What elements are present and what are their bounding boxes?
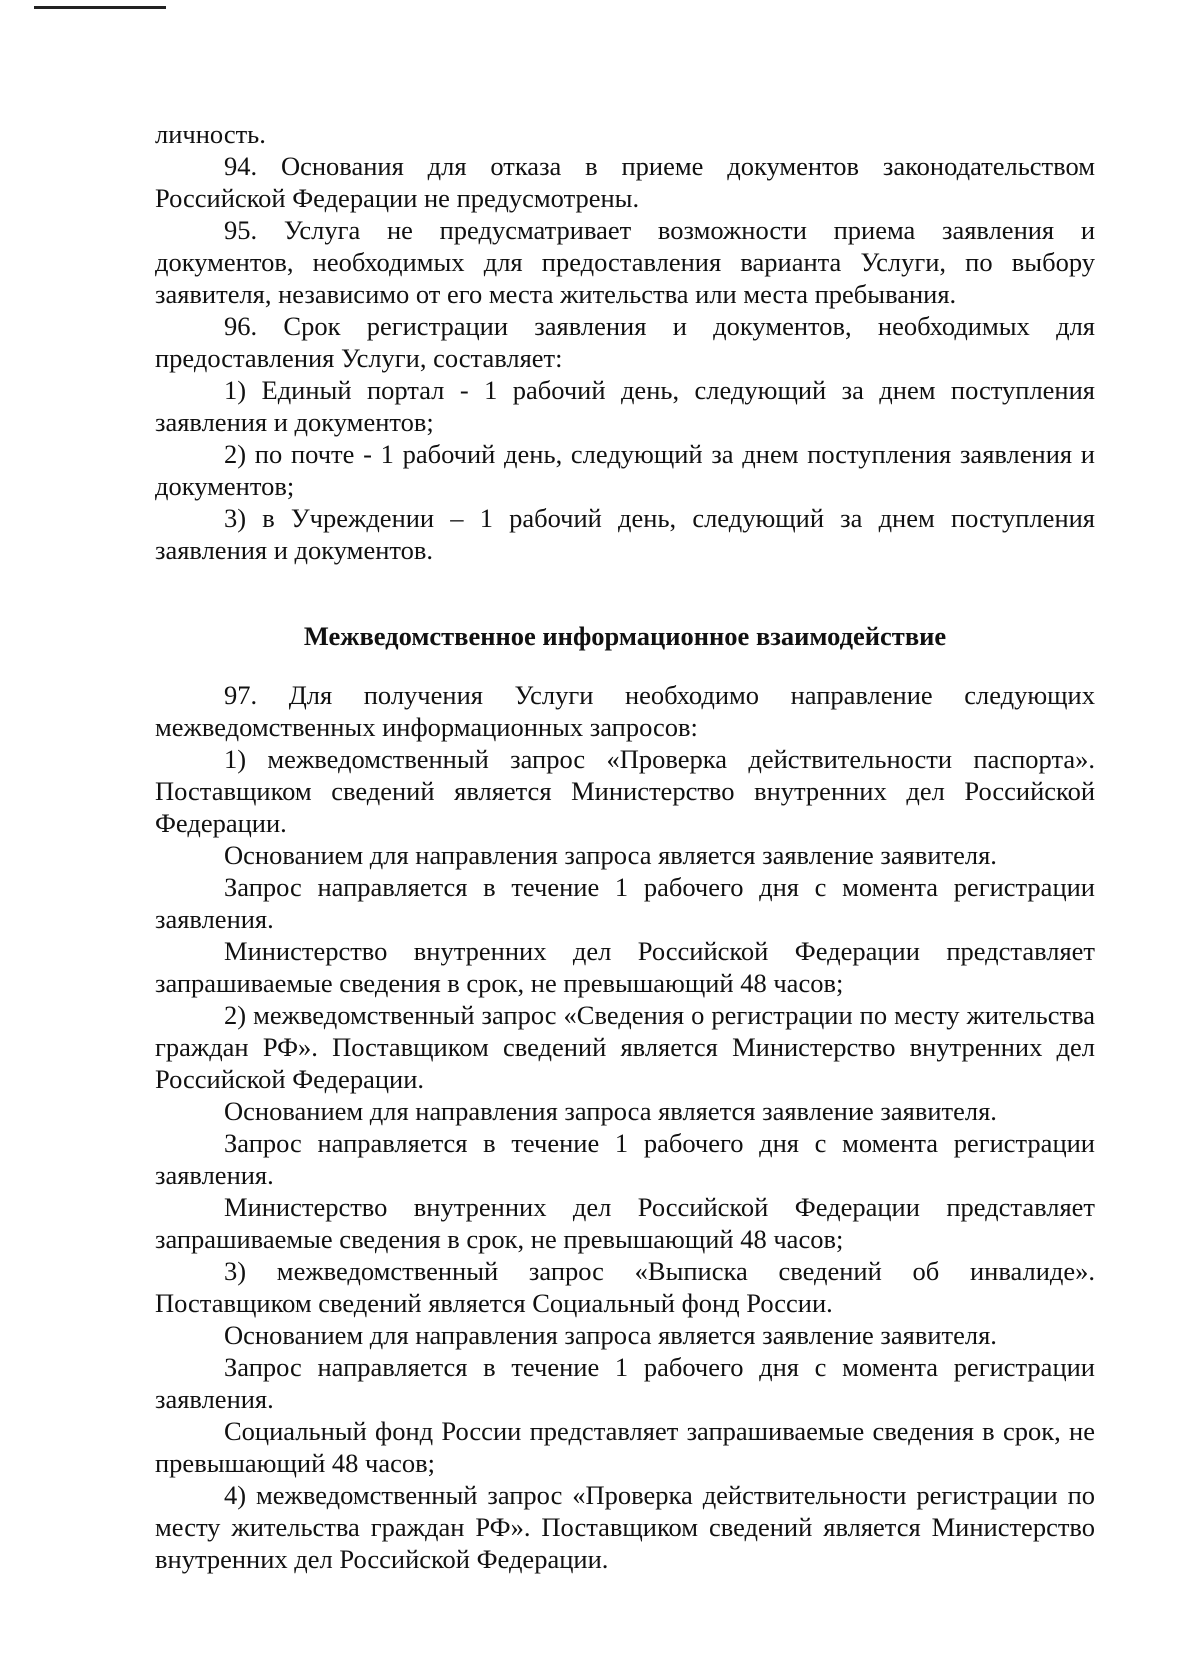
request-2-basis: Основанием для направления запроса является заявление заявителя. [224, 1096, 997, 1126]
request-3-response: Социальный фонд России представляет запрашиваемые сведения в срок, не превышающий 48 часов; [155, 1416, 1095, 1478]
paragraph-96-item-1: 1) Единый портал - 1 рабочий день, следующий за днем поступления заявления и документов; [155, 375, 1095, 437]
top-rule [34, 6, 166, 9]
paragraph-96: 96. Срок регистрации заявления и документов, необходимых для предоставления Услуги, составляет: [155, 311, 1095, 373]
request-1-timing: Запрос направляется в течение 1 рабочего дня с момента регистрации заявления. [155, 872, 1095, 934]
section-heading: Межведомственное информационное взаимодействие [303, 621, 947, 651]
request-1-response: Министерство внутренних дел Российской Федерации представляет запрашиваемые сведения в срок, не превышающий 48 часов; [155, 936, 1095, 998]
paragraph-96-item-2: 2) по почте - 1 рабочий день, следующий за днем поступления заявления и документов; [155, 439, 1095, 501]
paragraph-97: 97. Для получения Услуги необходимо направление следующих межведомственных информационных запросов: [155, 680, 1095, 742]
request-1-basis: Основанием для направления запроса является заявление заявителя. [224, 840, 997, 870]
request-4: 4) межведомственный запрос «Проверка действительности регистрации по месту жительства граждан РФ». Поставщиком сведений является Министерство внутренних дел Российской Федерации. [155, 1480, 1095, 1574]
document-page [155, 118, 1095, 1575]
paragraph-95: 95. Услуга не предусматривает возможности приема заявления и документов, необходимых для предоставления варианта Услуги, по выбору заявителя, независимо от его места жительства или места пребывания. [155, 215, 1095, 309]
request-1: 1) межведомственный запрос «Проверка действительности паспорта». Поставщиком сведений является Министерство внутренних дел Российской Федерации. [155, 744, 1095, 838]
request-3-basis: Основанием для направления запроса является заявление заявителя. [224, 1320, 997, 1350]
paragraph-96-item-3: 3) в Учреждении – 1 рабочий день, следующий за днем поступления заявления и документов. [155, 503, 1095, 565]
request-2: 2) межведомственный запрос «Сведения о регистрации по месту жительства граждан РФ». Поставщиком сведений является Министерство внутренних дел Российской Федерации. [155, 1000, 1095, 1094]
paragraph-94: 94. Основания для отказа в приеме документов законодательством Российской Федерации не предусмотрены. [155, 151, 1095, 213]
request-3-timing: Запрос направляется в течение 1 рабочего дня с момента регистрации заявления. [155, 1352, 1095, 1414]
intro-text: личность. [155, 119, 266, 149]
request-2-response: Министерство внутренних дел Российской Федерации представляет запрашиваемые сведения в срок, не превышающий 48 часов; [155, 1192, 1095, 1254]
request-2-timing: Запрос направляется в течение 1 рабочего дня с момента регистрации заявления. [155, 1128, 1095, 1190]
request-3: 3) межведомственный запрос «Выписка сведений об инвалиде». Поставщиком сведений является Социальный фонд России. [155, 1256, 1095, 1318]
